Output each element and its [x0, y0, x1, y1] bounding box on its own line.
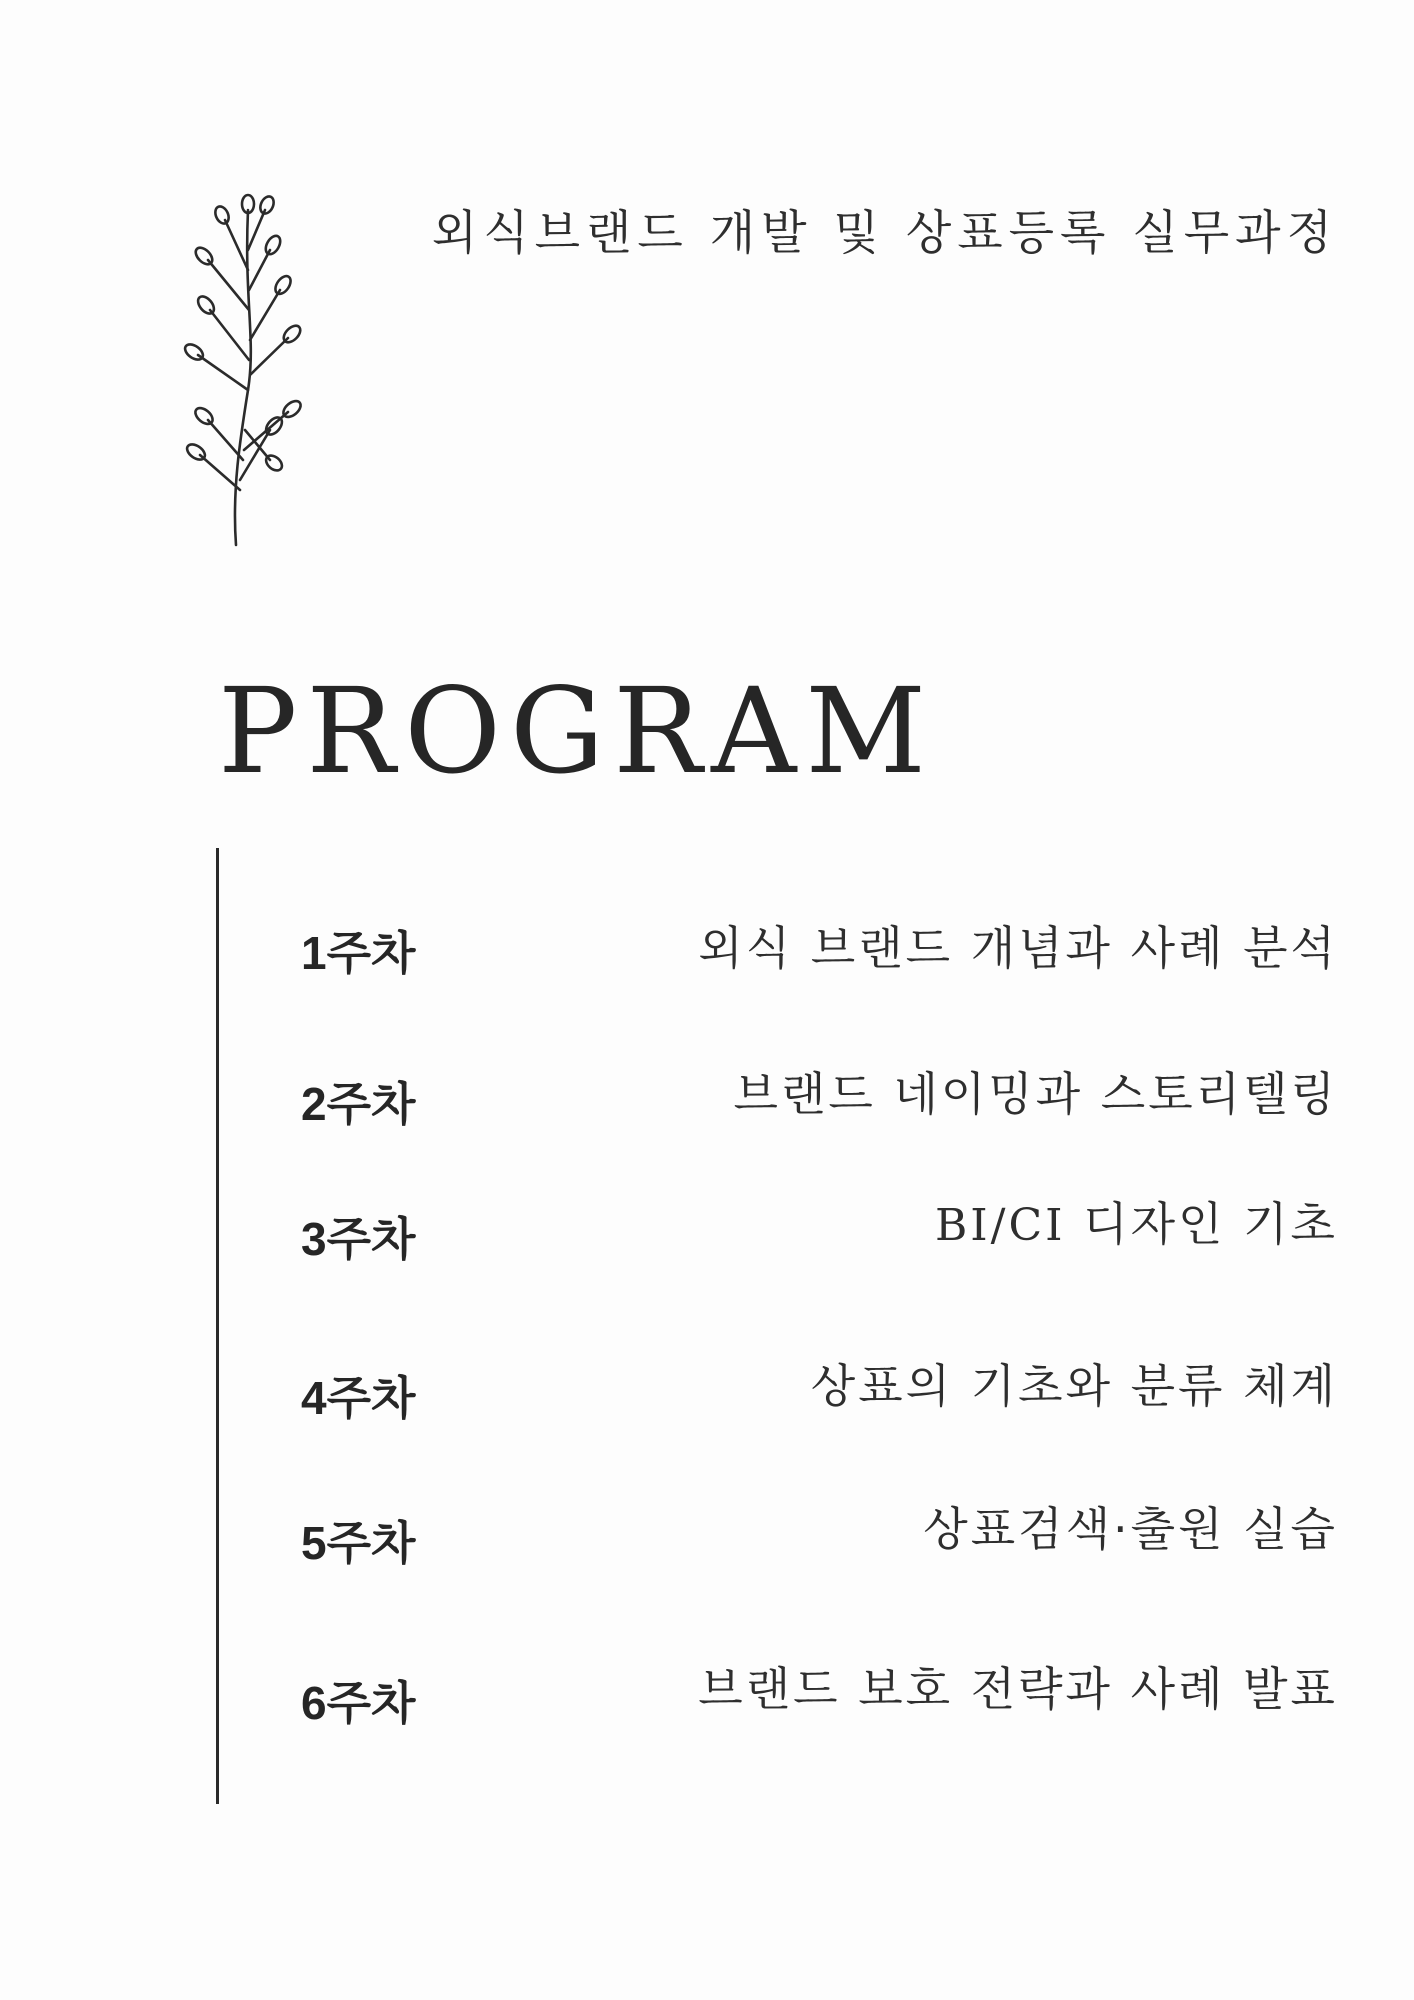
week-1-label: 1주차	[301, 927, 416, 979]
week-5-label: 5주차	[301, 1517, 416, 1569]
week-2-description: 브랜드 네이밍과 스토리텔링	[733, 1067, 1338, 1121]
course-title: 외식브랜드 개발 및 상표등록 실무과정	[431, 206, 1338, 261]
timeline-line	[216, 848, 219, 1804]
week-3-description-text: 디자인 기초	[1083, 1197, 1338, 1251]
week-5-description: 상표검색·출원 실습	[923, 1502, 1338, 1556]
week-4-label: 4주차	[301, 1372, 416, 1424]
week-6-label: 6주차	[301, 1677, 416, 1729]
week-3-label: 3주차	[301, 1213, 416, 1265]
week-3-description	[935, 1188, 1338, 1254]
program-heading: PROGRAM	[218, 662, 936, 800]
week-3-description-latin: BI/CI	[934, 1200, 1066, 1251]
botanical-sprig-icon	[170, 190, 330, 550]
week-4-description: 상표의 기초와 분류 체계	[810, 1359, 1338, 1413]
week-6-description: 브랜드 보호 전략과 사례 발표	[698, 1662, 1338, 1716]
week-1-description: 외식 브랜드 개념과 사례 분석	[698, 921, 1338, 975]
week-2-label: 2주차	[301, 1078, 416, 1130]
